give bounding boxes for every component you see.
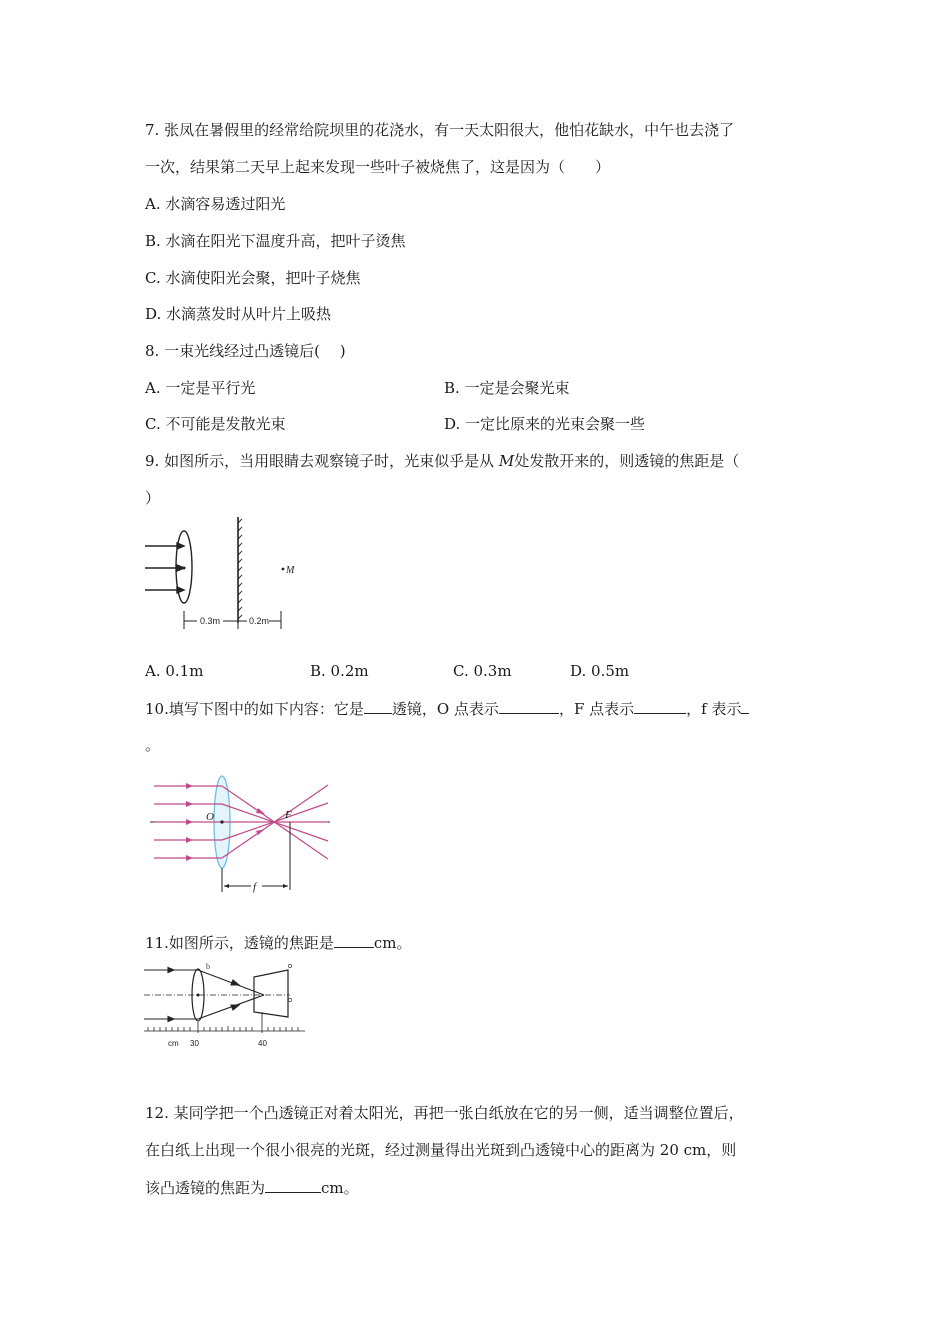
- screen-top-mark: [288, 964, 291, 967]
- point-m-dot: [282, 568, 285, 571]
- light-rays: [154, 785, 328, 859]
- lens-center-dot: [183, 567, 186, 570]
- q11-figure: [140, 960, 310, 1065]
- q7-option-b: B. 水滴在阳光下温度升高，把叶子烫焦: [145, 232, 406, 250]
- q10-text-2: 透镜，O 点表示: [391, 700, 499, 718]
- q7-stem-line1: 7. 张凤在暑假里的经常给院坝里的花浇水，有一天太阳很大，他怕花缺水，中午也去浇了: [145, 121, 735, 139]
- q12-stem-line1: 12. 某同学把一个凸透镜正对着太阳光，再把一张白纸放在它的另一侧，适当调整位置后，: [145, 1104, 744, 1122]
- q8-option-b: B. 一定是会聚光束: [444, 379, 570, 397]
- q12-text-2: cm。: [321, 1179, 359, 1197]
- q9-stem-line2: ）: [145, 489, 161, 507]
- incident-rays: [144, 968, 198, 1022]
- optical-center-dot: [220, 820, 223, 823]
- q7-option-d: D. 水滴蒸发时从叶片上吸热: [145, 305, 332, 323]
- q9-stem-post: 处发散开来的，则透镜的焦距是（: [514, 452, 740, 470]
- q11-stem: [145, 932, 411, 953]
- q9-option-a: A. 0.1m: [145, 662, 204, 680]
- screen-side-mark: [288, 998, 291, 1001]
- q9-stem-pre: 9. 如图所示，当用眼睛去观察镜子时，光束似乎是从: [145, 452, 499, 470]
- label-f: F: [285, 809, 292, 821]
- q12-stem-line2: 在白纸上出现一个很小很亮的光斑，经过测量得出光斑到凸透镜中心的距离为 20 cm，则: [145, 1141, 737, 1159]
- q11-blank-focal[interactable]: [334, 932, 374, 948]
- focal-arrow-right: [283, 884, 288, 888]
- ruler-unit-label: cm: [168, 1039, 179, 1048]
- q10-blank-f-point[interactable]: [634, 698, 686, 714]
- q9-option-d: D. 0.5m: [570, 662, 630, 680]
- q10-text-3: ，F 点表示: [558, 700, 635, 718]
- q9-option-b: B. 0.2m: [310, 662, 369, 680]
- q10-blank-f-meaning[interactable]: [741, 698, 749, 714]
- q11-text-1: 11.如图所示，透镜的焦距是: [145, 934, 334, 952]
- q7-stem-line2: 一次，结果第二天早上起来发现一些叶子被烧焦了，这是因为（ ）: [145, 158, 611, 176]
- q9-figure: [140, 515, 300, 635]
- label-o: O: [206, 811, 214, 823]
- q8-option-d: D. 一定比原来的光束会聚一些: [444, 415, 646, 433]
- q11-text-2: cm。: [373, 934, 412, 952]
- q10-stem-line1: [145, 698, 749, 719]
- q10-text-1: 10.填写下图中的如下内容：它是: [145, 700, 364, 718]
- lens-stand-mark: b: [206, 962, 210, 971]
- dim-label-02: 0.2m: [249, 616, 270, 626]
- q7-option-c: C. 水滴使阳光会聚，把叶子烧焦: [145, 269, 361, 287]
- q10-stem-line2: 。: [145, 736, 161, 754]
- q8-stem: 8. 一束光线经过凸透镜后( ): [145, 342, 346, 360]
- label-focal-length: f: [253, 881, 257, 893]
- q12-text-1: 该凸透镜的焦距为: [145, 1179, 266, 1197]
- q10-blank-lens-type[interactable]: [364, 698, 392, 714]
- lens-center-dot: [197, 994, 200, 997]
- q9-stem-line1: [145, 451, 739, 471]
- ruler: [144, 1012, 305, 1033]
- focal-arrow-left: [224, 884, 229, 888]
- dim-label-03: 0.3m: [200, 616, 221, 626]
- q8-option-a: A. 一定是平行光: [145, 379, 256, 397]
- q10-figure: [150, 770, 350, 900]
- q12-stem-line3: [145, 1177, 359, 1198]
- q12-blank-focal[interactable]: [265, 1177, 321, 1193]
- q9-stem-m: M: [498, 452, 515, 470]
- q7-option-a: A. 水滴容易透过阳光: [145, 195, 286, 213]
- q10-blank-o-point[interactable]: [499, 698, 559, 714]
- ruler-tick-40: 40: [258, 1039, 267, 1048]
- q10-text-4: ，f 表示: [686, 700, 742, 718]
- ruler-tick-30: 30: [190, 1039, 199, 1048]
- point-m-label: M: [286, 565, 295, 576]
- q9-option-c: C. 0.3m: [453, 662, 512, 680]
- q8-option-c: C. 不可能是发散光束: [145, 415, 286, 433]
